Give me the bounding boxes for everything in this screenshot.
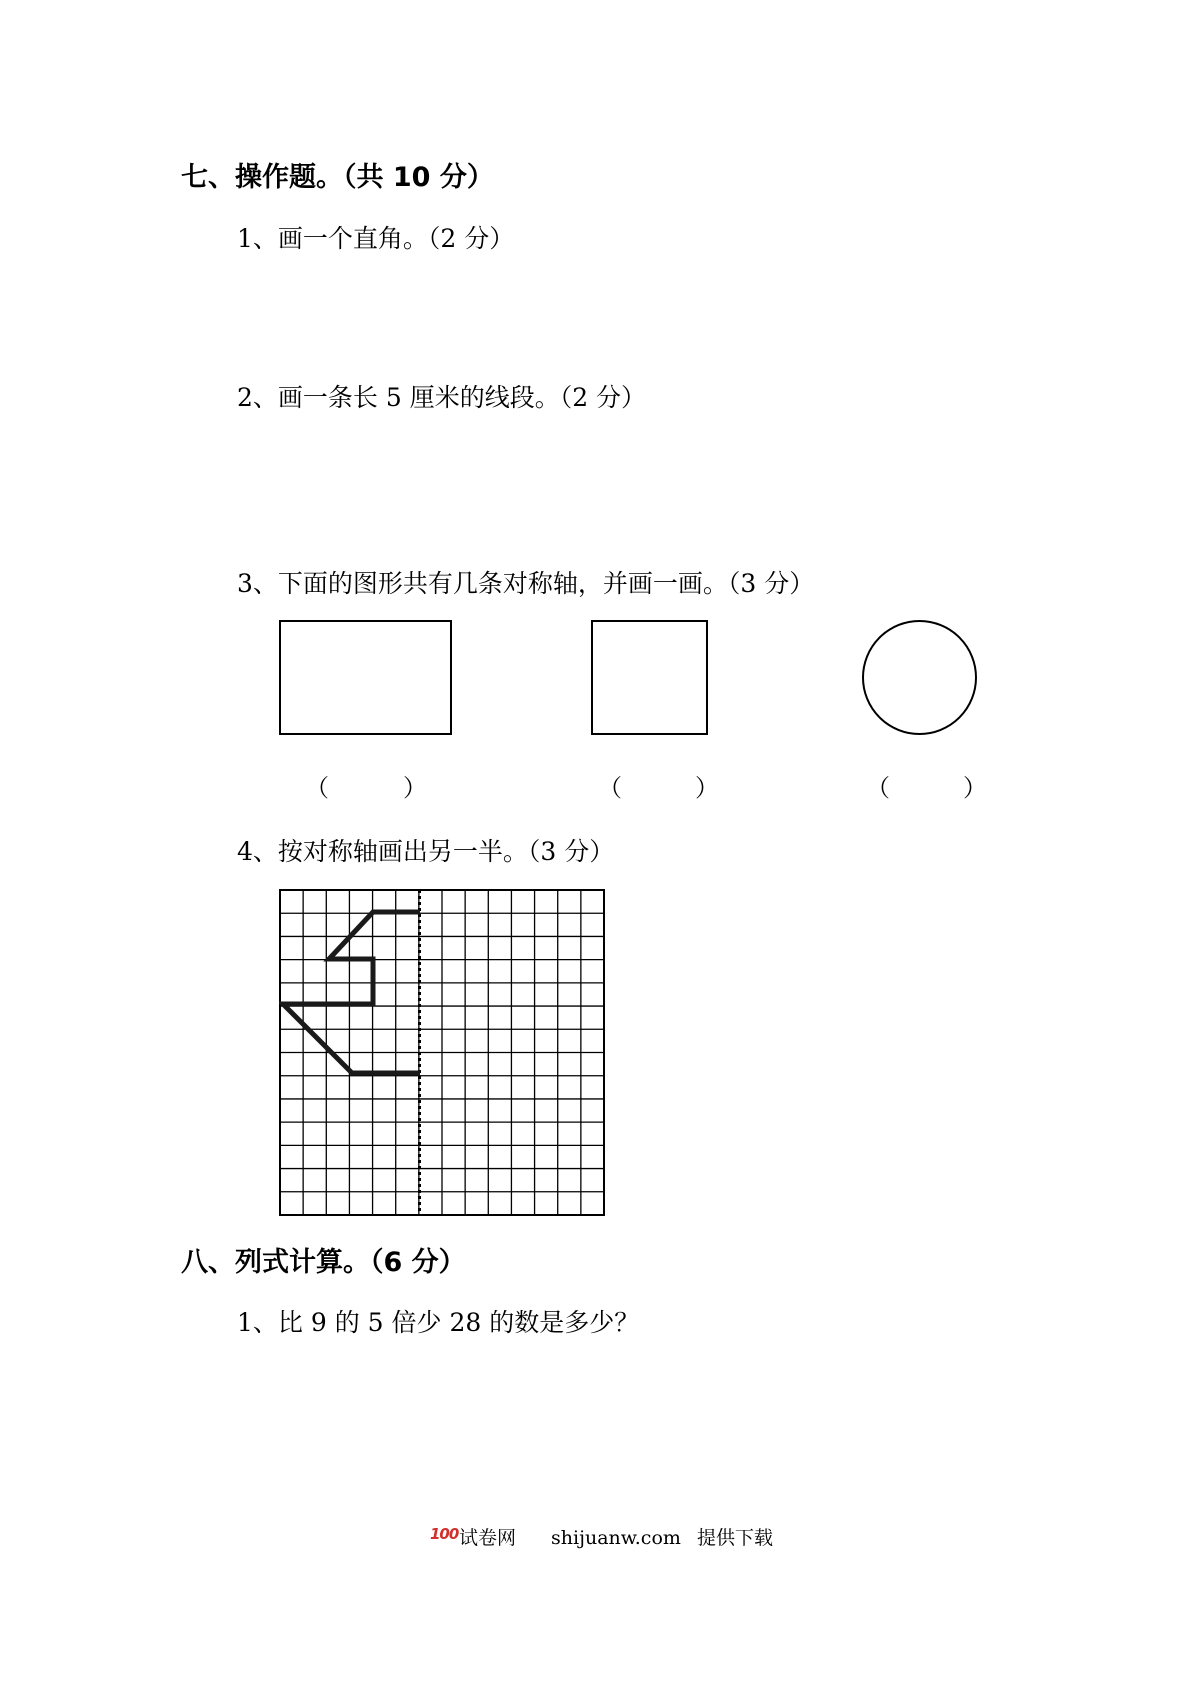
answer-paren-close-3: ）	[963, 774, 987, 802]
circle-shape	[862, 620, 977, 735]
site-logo: 100	[430, 1525, 459, 1543]
answer-paren-open-2: （	[598, 774, 622, 802]
question-7-3: 3、下面的图形共有几条对称轴，并画一画。（3 分）	[237, 569, 815, 598]
question-8-1: 1、比 9 的 5 倍少 28 的数是多少？	[237, 1308, 640, 1337]
answer-paren-open-3: （	[866, 774, 890, 802]
question-7-4: 4、按对称轴画出另一半。（3 分）	[237, 837, 615, 866]
square-shape	[591, 620, 708, 735]
section-8-title: 八、列式计算。（6 分）	[181, 1247, 466, 1278]
answer-paren-open-1: （	[305, 774, 329, 802]
question-7-2: 2、画一条长 5 厘米的线段。（2 分）	[237, 383, 647, 412]
section-7-title: 七、操作题。（共 10 分）	[181, 162, 494, 193]
symmetry-grid	[279, 889, 606, 1217]
footer-site-name: 试卷网	[459, 1527, 517, 1549]
answer-paren-close-2: ）	[695, 774, 719, 802]
footer-note: 提供下载	[697, 1527, 774, 1549]
answer-paren-close-1: ）	[403, 774, 427, 802]
footer-domain[interactable]: shijuanw.com	[551, 1527, 681, 1549]
question-7-1: 1、画一个直角。（2 分）	[237, 224, 515, 253]
rectangle-shape	[279, 620, 452, 735]
